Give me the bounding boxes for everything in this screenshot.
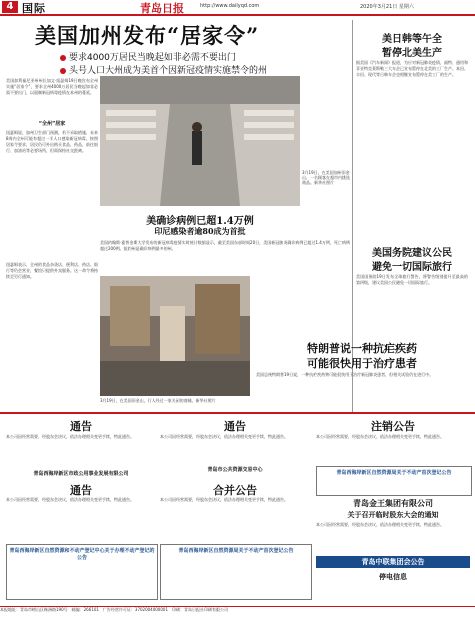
notice-right-title: 注销公告: [371, 420, 415, 433]
lead-headline: 美国加州发布“居家令”: [35, 23, 260, 48]
right-story-body-2: 美国国务院19日发布全球旅行警告，将警告级别提升至最高的第四级，建议美国公民避免一切国际旅行。: [356, 274, 468, 285]
lead-intro: 美国加利福尼亚州州长加文·纽瑟姆19日晚宣布全州实施“居家令”，要求全州4000万居民当晚起如非必需不要出门，以遏制新冠病毒疫情在本州的蔓延。: [6, 78, 98, 95]
mid-story-body: 美国约翰斯·霍普金斯大学发布的新冠病毒疫情实时统计数据显示，截至美国东部时间20日，美国新冠肺炎确诊病例已超过1.4万例，死亡病例超过200例。纽约州是确诊病例最多的州。: [100, 240, 350, 251]
supermarket-photo: [100, 76, 300, 206]
lead-body-2: 纽瑟姆表示，全州的食品杂货店、便利店、药店、银行等仍会营业，餐馆只提供外卖服务。这一命令将持续至另行通知。: [6, 262, 98, 279]
stop-notice: 停电信息: [379, 573, 407, 581]
lead-subtitle-2: 头号人口大州成为美首个因新冠疫情实施禁令的州: [60, 63, 267, 76]
notice-right-body: 本公司因经营需要，经股东会决议，依法办理相关变更手续，特此通告。: [316, 434, 444, 439]
notice-mid-company: 青岛市公共资源交易中心: [207, 467, 263, 473]
section-rule: [0, 412, 475, 414]
notice-left-company: 青岛西海岸新区市政公用事业发展有限公司: [33, 471, 129, 477]
right-story-title-6: 可能很快用于治疗患者: [307, 357, 417, 370]
mid-story-title-2: 印尼感染者逾80成为首批: [154, 226, 246, 236]
right-story-title-3: 美国务院建议公民: [372, 248, 452, 259]
blue-notice-3-title: 青岛西海岸新区自然资源局关于不动产首次登记公告: [336, 470, 452, 476]
page-number: 4: [2, 1, 18, 13]
right-story-title-5: 特朗普说一种抗疟疾药: [307, 342, 417, 355]
lead-section-head: “全州”居家: [38, 121, 66, 127]
bullet-icon: [60, 68, 66, 74]
photo-caption-2: 3月19日，在美国旧金山，行人经过一家关闭的商铺。新华社照片: [100, 398, 216, 403]
notice-left-body: 本公司因经营需要，经股东会决议，依法办理相关变更手续，特此通告。: [6, 434, 134, 439]
right-story-title-4: 避免一切国际旅行: [372, 262, 452, 273]
right-story-title-1: 美日韩等午全: [382, 34, 442, 45]
notice-left-title: 通告: [70, 420, 92, 433]
right-story-body-3: 美国总统特朗普19日说，一种抗疟疾药物可能很快用于治疗新冠肺炎患者，但相关试验仍在进行中。: [256, 372, 434, 377]
page-header: [0, 0, 475, 16]
right-story-title-2: 暂停北美生产: [382, 48, 442, 59]
lead-subtitle-1: 要求4000万居民当晚起如非必需不要出门: [60, 50, 236, 63]
notice-left-2-title: 通告: [70, 484, 92, 497]
blue-notice-3: [316, 466, 472, 496]
gold-body: 本公司因经营需要，经股东会决议，依法办理相关变更手续，特此通告。: [316, 522, 444, 527]
blue-notice-1: [6, 544, 158, 600]
gold-title: 关于召开临时股东大会的通知: [347, 511, 439, 519]
section-name: 国际: [22, 2, 46, 15]
notice-mid-2-body: 本公司因经营需要，经股东会决议，依法办理相关变更手续，特此通告。: [160, 497, 288, 502]
bullet-icon: [60, 55, 66, 61]
photo-caption-1: 3月19日，在美国加州旧金山，一名顾客在超市内挑选商品。新华社照片: [302, 170, 350, 185]
ad-bar: 青岛中联集团会公告: [316, 556, 470, 568]
blue-notice-2: [160, 544, 312, 600]
blue-notice-2-title: 青岛西海岸新区自然资源局关于不动产首次登记公告: [178, 548, 294, 554]
gold-company: 青岛金王集团有限公司: [353, 499, 433, 508]
page-footer: 本报地址：青岛市崂山区株洲路190号 邮编：266101 广告经营许可证：3702004000001 印刷：青岛日报社印刷有限公司: [0, 606, 475, 620]
notice-mid-2-title: 合并公告: [213, 484, 257, 497]
notice-mid-body: 本公司因经营需要，经股东会决议，依法办理相关变更手续，特此通告。: [160, 434, 288, 439]
blue-notice-1-title: 青岛西海岸新区自然资源和不动产登记中心关于办理不动产登记的公告: [9, 548, 155, 561]
site-url[interactable]: http://www.dailyqd.com: [200, 3, 260, 9]
notice-mid-title: 通告: [224, 420, 246, 433]
mid-story-title-1: 美确诊病例已超1.4万例: [146, 216, 254, 227]
masthead: 青岛日报: [140, 2, 184, 15]
notice-left-2-body: 本公司因经营需要，经股东会决议，依法办理相关变更手续，特此通告。: [6, 497, 134, 502]
right-story-body: 据美国《汽车新闻》报道，为应对新冠肺炎疫情，福特、通用和菲亚特克莱斯勒三大车企已宣布暂停在北美的工厂生产。本田、丰田、现代等日韩车企也相继宣布暂停在美工厂的生产。: [356, 60, 468, 77]
dateline: 2020年3月21日 星期六: [360, 4, 414, 10]
street-photo: [100, 276, 250, 396]
lead-body-1: 纽瑟姆说，加州卫生部门预测，若不采取措施，未来8周内全州可能有超过一半人口感染新冠病毒。按照居家令要求，居民仍可外出购买食品、药品，前往银行、加油站等必要场所，但需保持社交距离。: [6, 130, 98, 153]
